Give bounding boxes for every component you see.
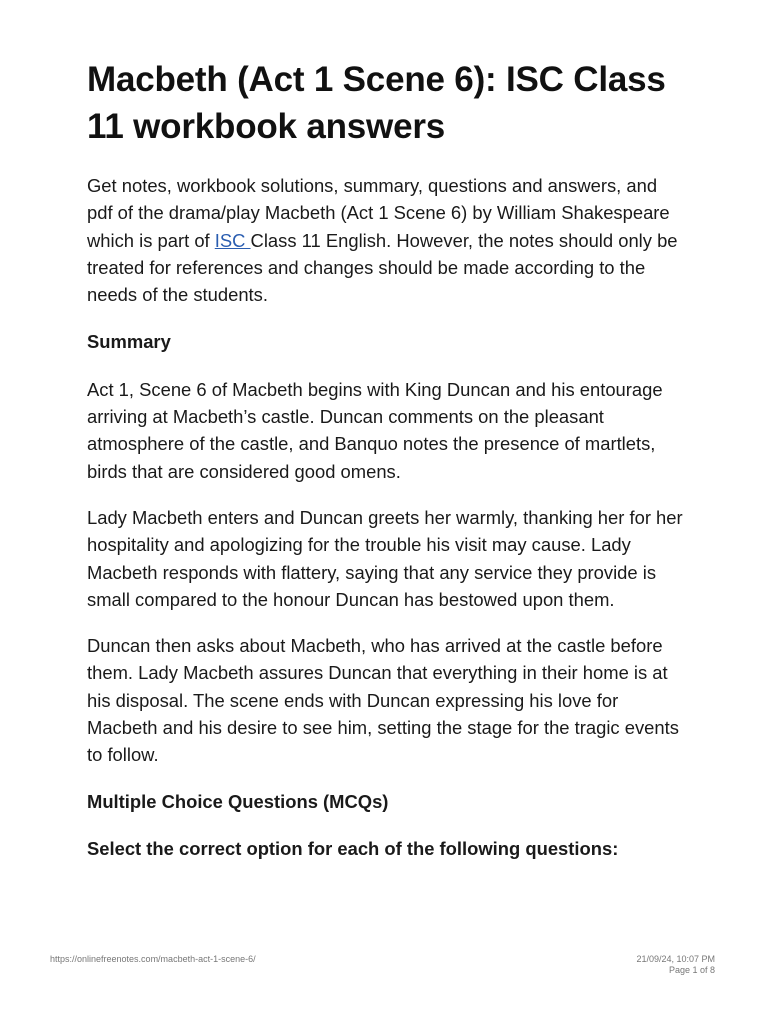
summary-paragraph-1: Act 1, Scene 6 of Macbeth begins with King Duncan and his entourage arriving at Macbeth’s castle. Duncan comments on the pleasant atmosphere of the castle, and Banquo notes the presence of martlets, birds that are considered good omens. — [87, 378, 663, 482]
footer-url: https://onlinefreenotes.com/macbeth-act-1-scene-6/ — [50, 954, 256, 964]
footer-datetime: 21/09/24, 10:07 PM — [636, 954, 715, 964]
summary-paragraph-2: Lady Macbeth enters and Duncan greets her warmly, thanking her for her hospitality and apologizing for the trouble his visit may cause. Lady Macbeth responds with flattery, saying that any service they provide is small compared to the honour Duncan has bestowed upon them. — [87, 506, 683, 610]
footer-meta — [636, 954, 715, 976]
summary-paragraph-3: Duncan then asks about Macbeth, who has arrived at the castle before them. Lady Macbeth assures Duncan that everything in their home is at his disposal. The scene ends with Duncan expressing his love for Macbeth and his desire to see him, setting the stage for the tragic events to follow. — [87, 635, 679, 766]
select-heading: Select the correct option for each of the following questions: — [87, 837, 619, 859]
intro-text-after-link: Class 11 English. However, the notes should only be treated for references and changes should be made according to the needs of the students. — [87, 229, 678, 306]
isc-link[interactable]: ISC — [214, 229, 251, 251]
article — [87, 56, 687, 862]
intro-text-before-link: Get notes, workbook solutions, summary, questions and answers, and pdf of the drama/play Macbeth (Act 1 Scene 6) by William Shakespeare which is part of — [87, 175, 670, 251]
page-title: Macbeth (Act 1 Scene 6): ISC Class 11 workbook answers — [87, 60, 666, 146]
intro-paragraph — [87, 172, 687, 308]
footer-page-number: Page 1 of 8 — [668, 965, 715, 975]
mcq-heading: Multiple Choice Questions (MCQs) — [87, 790, 389, 812]
summary-heading: Summary — [87, 331, 171, 353]
